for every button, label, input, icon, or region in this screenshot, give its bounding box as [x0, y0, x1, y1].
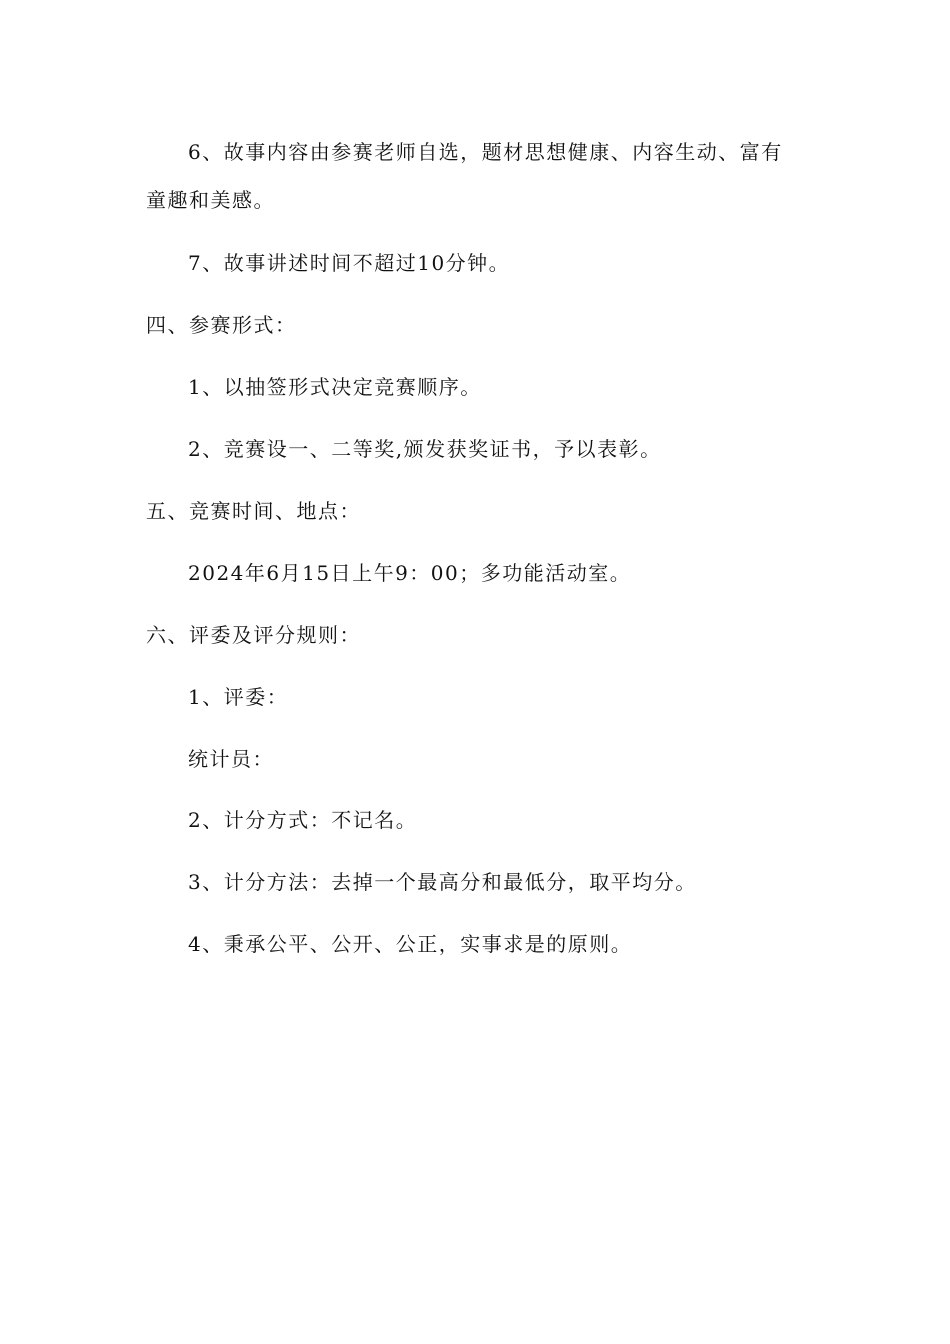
section-heading-judging: 六、评委及评分规则： [146, 623, 361, 647]
paragraph-story-content-cont: 童趣和美感。 [146, 188, 275, 212]
paragraph-judges: 1、评委： [188, 685, 289, 709]
paragraph-story-duration: 7、故事讲述时间不超过10分钟。 [188, 251, 511, 275]
paragraph-scoring-mode: 2、计分方式：不记名。 [188, 808, 418, 832]
paragraph-story-content: 6、故事内容由参赛老师自选，题材思想健康、内容生动、富有 [188, 140, 783, 164]
paragraph-awards: 2、竞赛设一、二等奖,颁发获奖证书，予以表彰。 [188, 437, 662, 461]
section-heading-format: 四、参赛形式： [146, 313, 297, 337]
section-heading-time-place: 五、竞赛时间、地点： [146, 499, 361, 523]
paragraph-statistician: 统计员： [188, 747, 274, 771]
paragraph-principles: 4、秉承公平、公开、公正，实事求是的原则。 [188, 932, 633, 956]
paragraph-draw-order: 1、以抽签形式决定竞赛顺序。 [188, 375, 482, 399]
paragraph-date-location: 2024年6月15日上午9：00；多功能活动室。 [188, 561, 632, 585]
paragraph-scoring-method: 3、计分方法：去掉一个最高分和最低分，取平均分。 [188, 870, 697, 894]
